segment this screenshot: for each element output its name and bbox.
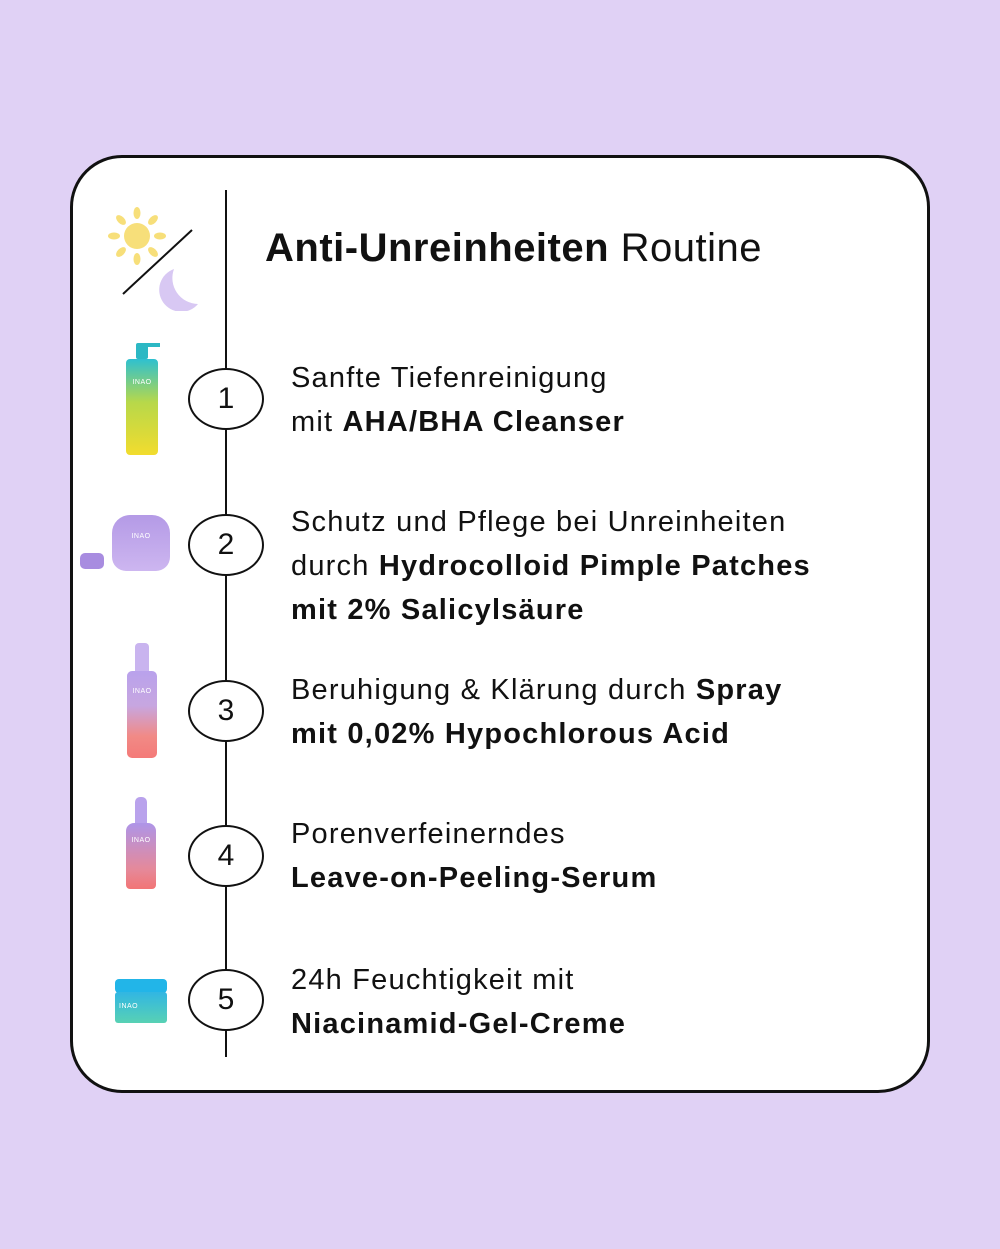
title-normal: Routine [620, 226, 763, 270]
step-product: Hydrocolloid Pimple Patches [378, 550, 811, 582]
step-line: Beruhigung & Klärung durch [291, 674, 696, 706]
brand-label: INAO [132, 688, 152, 695]
step-number-5: 5 [188, 969, 264, 1031]
step-number-3: 3 [188, 680, 264, 742]
step-number-4: 4 [188, 825, 264, 887]
step-product: Leave-on-Peeling-Serum [291, 862, 658, 894]
step-product: Niacinamid-Gel-Creme [291, 1008, 627, 1040]
product-patches-image [80, 515, 172, 577]
step-line: Porenverfeinerndes [291, 818, 566, 850]
product-spray-image [127, 643, 157, 758]
step-text-5 [291, 958, 626, 1046]
brand-label: INAO [119, 1003, 139, 1010]
step-line: 24h Feuchtigkeit mit [291, 964, 575, 996]
step-number-1: 1 [188, 368, 264, 430]
title-bold: Anti-Unreinheiten [265, 226, 610, 270]
step-text-4 [291, 812, 657, 900]
sun-moon-icon [104, 203, 204, 311]
step-product: Spray [695, 674, 783, 706]
step-text-2 [291, 500, 811, 632]
step-line: Schutz und Pflege bei Unreinheiten [291, 506, 787, 538]
step-text-1 [291, 356, 625, 444]
brand-label: INAO [131, 533, 151, 540]
product-cream-image [115, 979, 167, 1023]
step-line: Sanfte Tiefenreinigung [291, 362, 608, 394]
brand-label: INAO [132, 379, 152, 386]
product-serum-image [126, 797, 156, 889]
timeline-line [225, 190, 227, 1057]
step-text-3 [291, 668, 782, 756]
step-product: AHA/BHA Cleanser [342, 406, 625, 438]
step-product: mit 2% Salicylsäure [291, 594, 585, 626]
step-line: durch [291, 550, 379, 582]
page-title [265, 226, 762, 271]
step-product: mit 0,02% Hypochlorous Acid [291, 718, 731, 750]
brand-label: INAO [131, 837, 151, 844]
product-cleanser-image [126, 343, 158, 455]
step-number-2: 2 [188, 514, 264, 576]
step-line: mit [291, 406, 343, 438]
